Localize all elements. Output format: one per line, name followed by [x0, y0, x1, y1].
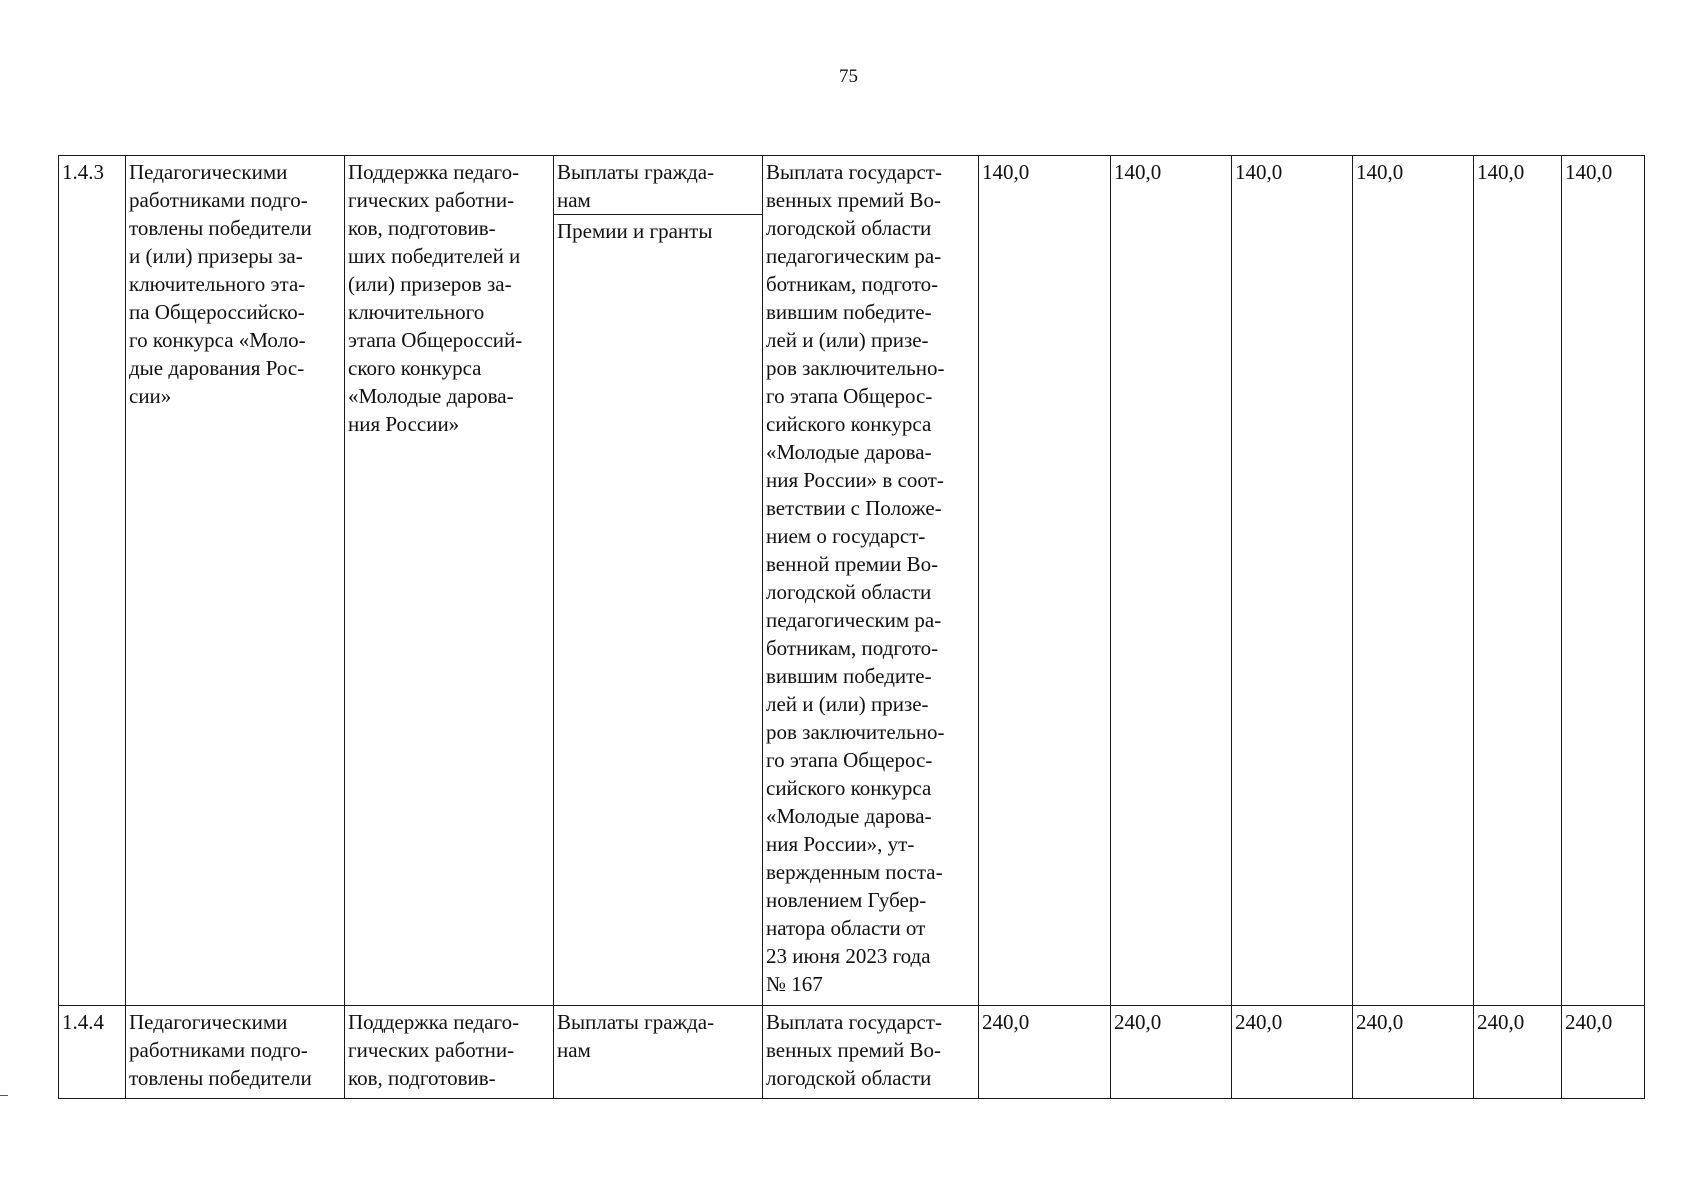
description-cell: Выплата государст- венных премий Во- логодской области педагогическим ра- ботникам, подгото- вившим победите- лей и (или) призе- ров заключительно- го этапа Общерос- сийского конкурса «Молодые дарова- ния России» в соот- ветствии с Положе- нием о государст- венной премии Во- логодской области педагогическим ра- ботникам, подгото- вившим победите- лей и (или) призе- ров заключительно- го этапа Общерос- сийского конкурса «Молодые дарова- ния России», ут- вержденным поста- новлением Губер- натора области от 23 июня 2023 года № 167 [763, 156, 979, 1006]
task-cell: Поддержка педаго- гических работни- ков, подготовив- ших победителей и (или) призеров за- ключительного этапа Общероссий- ского конкурса «Молодые дарова- ния России» [345, 156, 554, 1006]
program-table [58, 155, 1645, 1099]
value-cell: 240,0 [1474, 1006, 1562, 1099]
value-cell: 140,0 [1474, 156, 1562, 1006]
payment-type-cell: Выплаты гражда- нам [554, 1006, 763, 1099]
value-cell: 140,0 [1232, 156, 1353, 1006]
value-cell: 140,0 [1562, 156, 1645, 1006]
value-cell: 240,0 [979, 1006, 1111, 1099]
task-cell: Поддержка педаго- гических работни- ков, подготовив- [345, 1006, 554, 1099]
item-number: 1.4.3 [59, 156, 126, 1006]
value-cell: 140,0 [979, 156, 1111, 1006]
result-cell: Педагогическими работниками подго- товлены победители [126, 1006, 345, 1099]
description-cell: Выплата государст- венных премий Во- логодской области [763, 1006, 979, 1099]
scan-mark [0, 1095, 8, 1096]
item-number: 1.4.4 [59, 1006, 126, 1099]
payment-type-cell: Выплаты гражда- нам [554, 156, 763, 215]
value-cell: 140,0 [1111, 156, 1232, 1006]
value-cell: 240,0 [1562, 1006, 1645, 1099]
result-cell: Педагогическими работниками подго- товлены победители и (или) призеры за- ключительного эта- па Общероссийско- го конкурса «Моло- дые дарования Рос- сии» [126, 156, 345, 1006]
page-number: 75 [839, 66, 858, 87]
value-cell: 240,0 [1353, 1006, 1474, 1099]
table-row [59, 156, 1645, 215]
value-cell: 240,0 [1232, 1006, 1353, 1099]
value-cell: 240,0 [1111, 1006, 1232, 1099]
value-cell: 140,0 [1353, 156, 1474, 1006]
payment-subtype-cell: Премии и гранты [554, 215, 763, 1006]
table-row [59, 1006, 1645, 1099]
